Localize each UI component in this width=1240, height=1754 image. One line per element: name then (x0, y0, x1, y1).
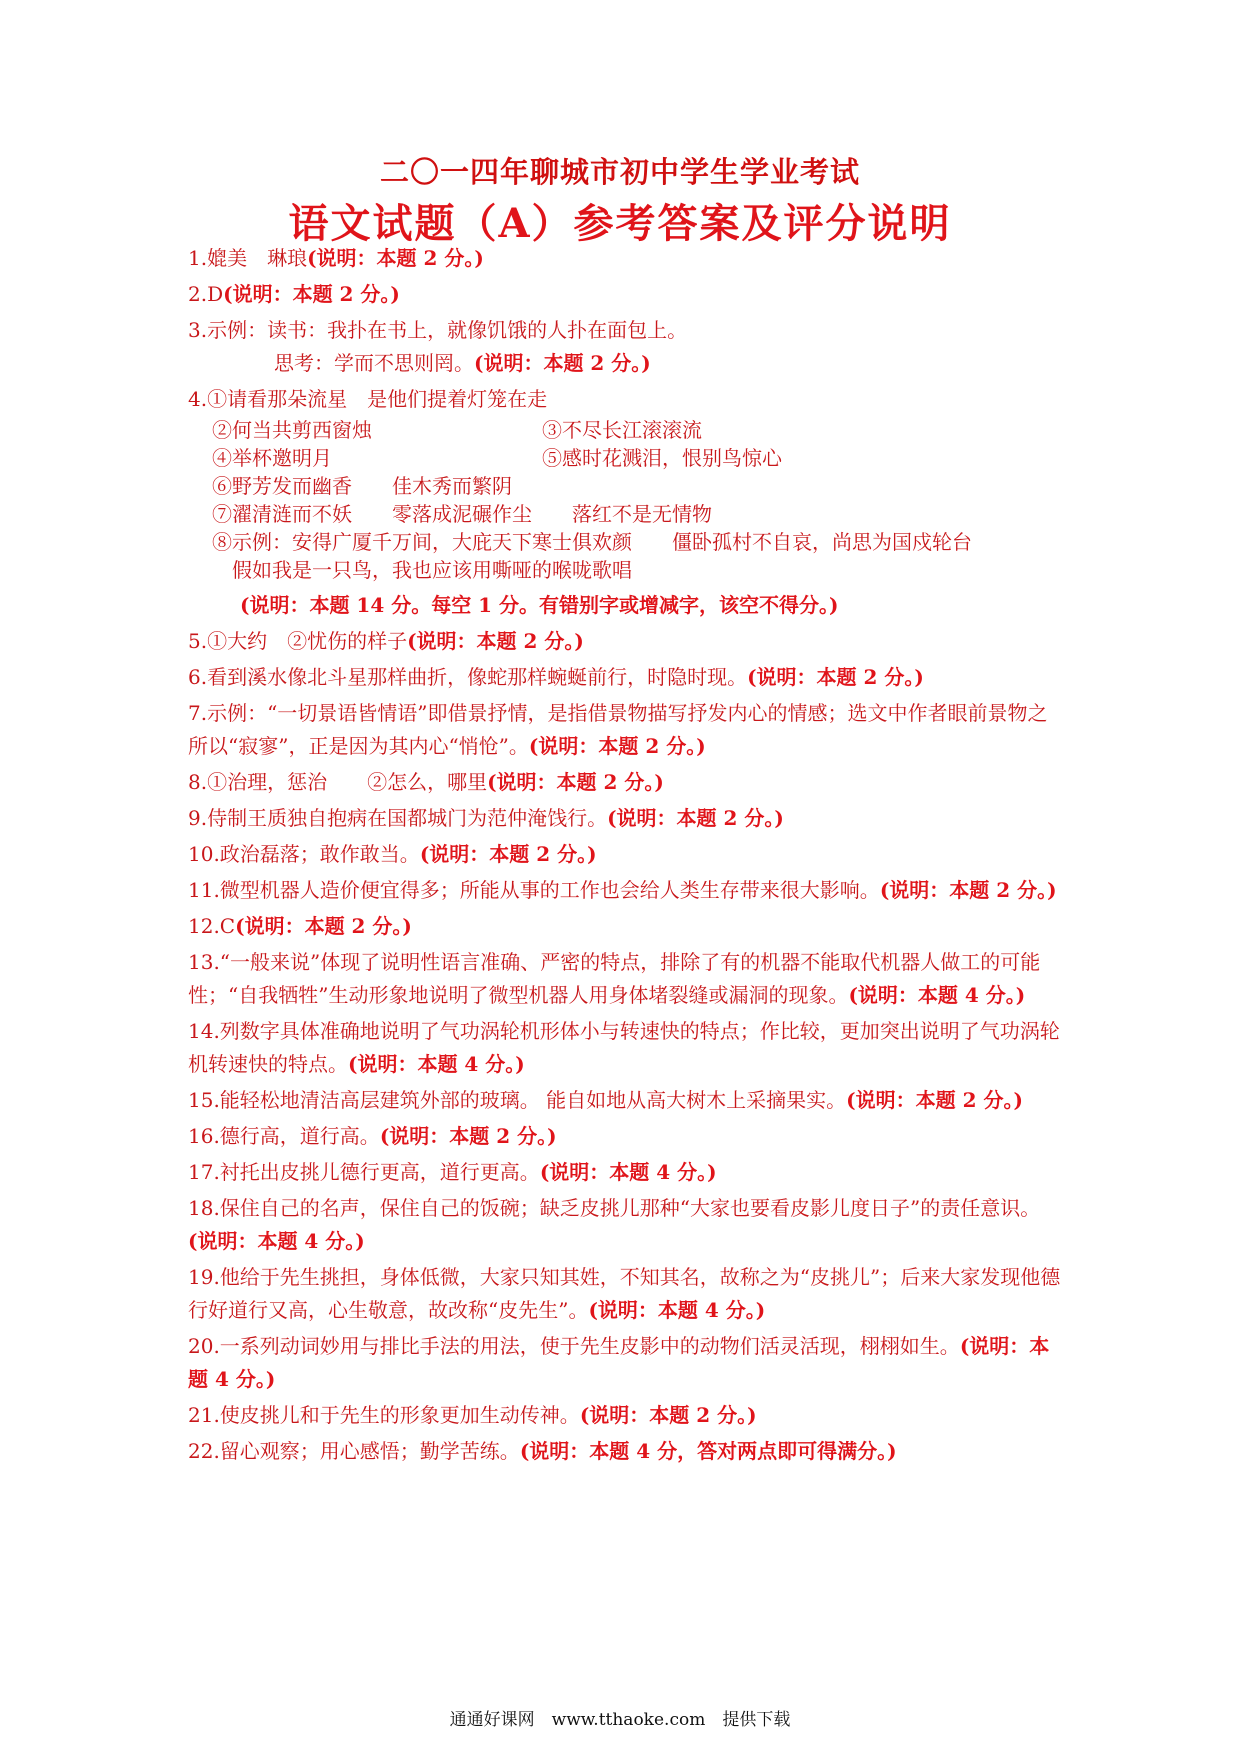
answer-11 (188, 874, 1066, 907)
answer-text: 19.他给于先生挑担，身体低微，大家只知其姓，不知其名，故称之为“皮挑儿”；后来大家发现他德行好道行又高，心生敬意，故改称“皮先生”。 (188, 1265, 1061, 1322)
answer-text: 12.C (188, 914, 236, 938)
answer-text: ⑦濯清涟而不妖 零落成泥碾作尘 落红不是无情物 (212, 502, 712, 526)
scoring-note: (说明：本题 2 分。) (235, 914, 412, 938)
answer-list (188, 242, 1066, 1471)
answer-text: 6.看到溪水像北斗星那样曲折，像蛇那样蜿蜒前行，时隐时现。 (188, 665, 748, 689)
answer-4 (188, 383, 1066, 622)
answer-text: 8.①治理，惩治 ②怎么，哪里 (188, 770, 488, 794)
scoring-note: (说明：本题 4 分。) (848, 983, 1026, 1007)
answer-16 (188, 1120, 1066, 1153)
scoring-note: (说明：本题 4 分，答对两点即可得满分。) (519, 1439, 897, 1463)
answer-text: 14.列数字具体准确地说明了气功涡轮机形体小与转速快的特点；作比较，更加突出说明了气功涡轮机转速快的特点。 (188, 1019, 1060, 1076)
scoring-note: (说明：本题 2 分。) (579, 1403, 757, 1427)
answer-text: 20.一系列动词妙用与排比手法的用法，使于先生皮影中的动物们活灵活现，栩栩如生。 (188, 1334, 960, 1358)
answer-13 (188, 946, 1066, 1012)
scoring-note: (说明：本题 2 分。) (474, 351, 651, 375)
answer-text: ⑤感时花溅泪，恨别鸟惊心 (542, 446, 782, 470)
answer-17 (188, 1156, 1066, 1189)
answer-text: 7.示例：“一切景语皆情语”即借景抒情，是指借景物描写抒发内心的情感；选文中作者眼前景物之所以“寂寥”，正是因为其内心“悄怆”。 (188, 701, 1048, 758)
answer-3 (188, 314, 1066, 380)
answer-14 (188, 1015, 1066, 1081)
answer-text: 21.使皮挑儿和于先生的形象更加生动传神。 (188, 1403, 580, 1427)
answer-12 (188, 910, 1066, 943)
answer-15 (188, 1084, 1066, 1117)
answer-19 (188, 1261, 1066, 1327)
scoring-note: (说明：本题 2 分。) (528, 734, 706, 758)
scoring-note: (说明：本题 2 分。) (487, 770, 664, 794)
scoring-note: (说明：本题 2 分。) (379, 1124, 557, 1148)
answer-text: 17.衬托出皮挑儿德行更高，道行更高。 (188, 1160, 540, 1184)
download-source-footer: 通通好课网 www.tthaoke.com 提供下载 (449, 1710, 791, 1730)
answer-text: ⑧示例：安得广厦千万间，大庇天下寒士俱欢颜 僵卧孤村不自哀，尚思为国戍轮台 (212, 530, 972, 554)
scoring-note: (说明：本题 4 分。) (348, 1052, 525, 1076)
answer-text: 假如我是一只鸟，我也应该用嘶哑的喉咙歌唱 (232, 558, 632, 582)
scoring-note: (说明：本题 2 分。) (747, 665, 924, 689)
answer-21 (188, 1399, 1066, 1432)
answer-text: ②何当共剪西窗烛 (212, 418, 372, 442)
answer-text: 15.能轻松地清洁高层建筑外部的玻璃。 能自如地从高大树木上采摘果实。 (188, 1088, 847, 1112)
scoring-note: (说明：本题 2 分。) (223, 282, 400, 306)
scoring-note: (说明：本题 4 分。) (188, 1334, 1050, 1391)
answer-text: 3.示例：读书：我扑在书上，就像饥饿的人扑在面包上。 (188, 318, 688, 342)
exam-title: 二〇一四年聊城市初中学生学业考试 (379, 155, 860, 189)
answer-6 (188, 661, 1066, 694)
answer-text: 10.政治磊落；敢作敢当。 (188, 842, 420, 866)
answer-22 (188, 1435, 1066, 1468)
scoring-note: (说明：本题 4 分。) (539, 1160, 717, 1184)
answer-text: ④举杯邀明月 (212, 446, 332, 470)
answer-text: 22.留心观察；用心感悟；勤学苦练。 (188, 1439, 520, 1463)
answer-text: 9.侍制王质独自抱病在国都城门为范仲淹饯行。 (188, 806, 608, 830)
scoring-note: (说明：本题 4 分。) (188, 1229, 365, 1253)
answer-5 (188, 625, 1066, 658)
answer-20 (188, 1330, 1066, 1396)
answer-text: 11.微型机器人造价便宜得多；所能从事的工作也会给人类生存带来很大影响。 (188, 878, 880, 902)
answer-text: 思考：学而不思则罔。 (274, 351, 474, 375)
scoring-note: (说明：本题 2 分。) (607, 806, 784, 830)
scoring-note: (说明：本题 4 分。) (588, 1298, 766, 1322)
answer-2 (188, 278, 1066, 311)
scoring-note: (说明：本题 2 分。) (419, 842, 597, 866)
scoring-note: (说明：本题 14 分。每空 1 分。有错别字或增减字，该空不得分。) (240, 593, 839, 617)
scoring-note: (说明：本题 2 分。) (879, 878, 1057, 902)
answer-text: 13.“一般来说”体现了说明性语言准确、严密的特点，排除了有的机器不能取代机器人做工的可能性；“自我牺牲”生动形象地说明了微型机器人用身体堵裂缝或漏洞的现象。 (188, 950, 1041, 1007)
answer-text: 18.保住自己的名声，保住自己的饭碗；缺乏皮挑儿那种“大家也要看皮影儿度日子”的责任意识。 (188, 1196, 1041, 1220)
answer-text: ③不尽长江滚滚流 (542, 418, 702, 442)
answer-9 (188, 802, 1066, 835)
scoring-note: (说明：本题 2 分。) (846, 1088, 1023, 1112)
answer-text: 4.①请看那朵流星 是他们提着灯笼在走 (188, 387, 548, 411)
answer-text: 16.德行高，道行高。 (188, 1124, 380, 1148)
answer-text: 1.媲美 琳琅 (188, 246, 308, 270)
answer-text: 2.D (188, 282, 224, 306)
answer-1 (188, 242, 1066, 275)
answer-key-title: 语文试题（A）参考答案及评分说明 (288, 200, 952, 247)
answer-18 (188, 1192, 1066, 1258)
scoring-note: (说明：本题 2 分。) (407, 629, 584, 653)
answer-text: 5.①大约 ②忧伤的样子 (188, 629, 408, 653)
answer-10 (188, 838, 1066, 871)
answer-7 (188, 697, 1066, 763)
scoring-note: (说明：本题 2 分。) (307, 246, 484, 270)
answer-text: ⑥野芳发而幽香 佳木秀而繁阴 (212, 474, 512, 498)
answer-8 (188, 766, 1066, 799)
